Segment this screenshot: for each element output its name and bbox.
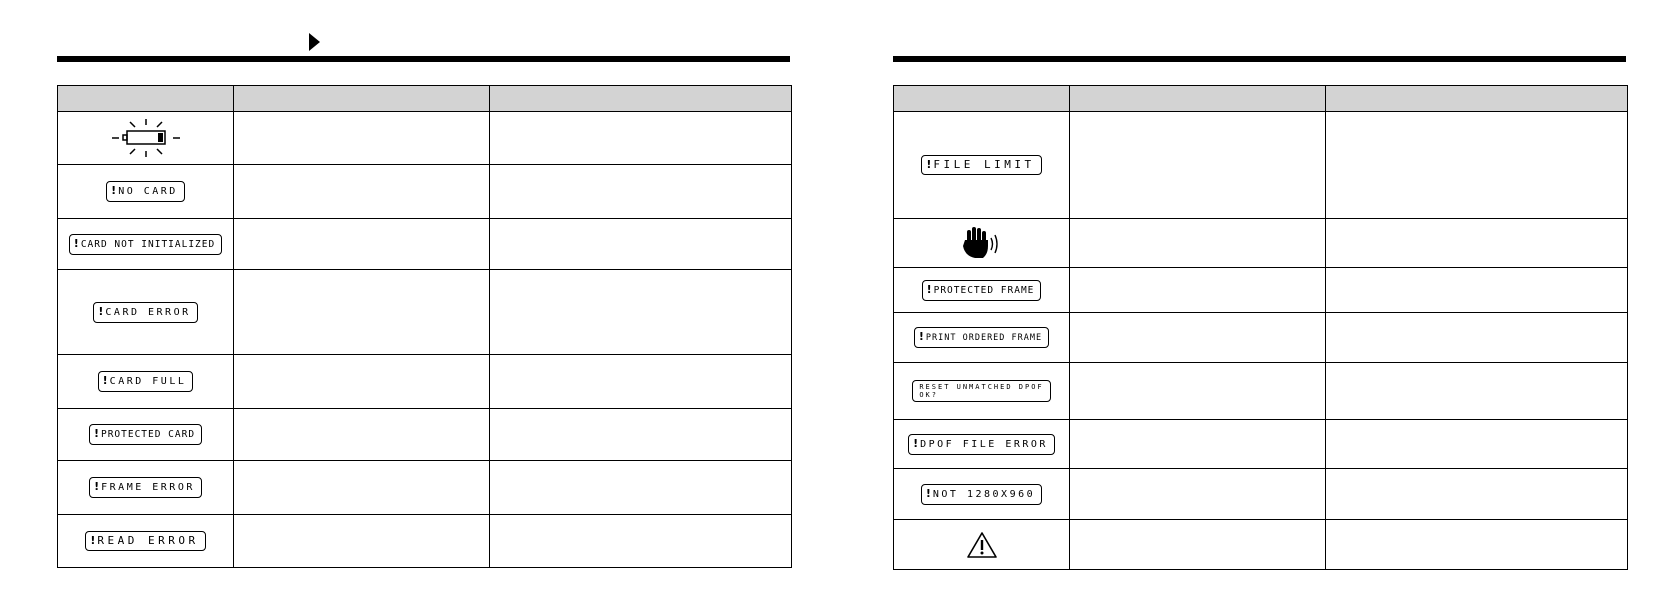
table-row: [58, 165, 792, 219]
header-cell: [894, 86, 1070, 112]
table-row: [894, 313, 1628, 363]
lcd-text: FRAME ERROR: [101, 482, 195, 493]
warning-mark-icon: !: [925, 486, 931, 500]
lcd-cell: [894, 469, 1070, 520]
lcd-text: CARD NOT INITIALIZED: [80, 238, 216, 250]
lcd-text: DPOF FILE ERROR: [920, 438, 1048, 450]
lcd-cell: [58, 461, 234, 515]
left-message-table: [57, 85, 792, 568]
header-cell: [58, 86, 234, 112]
lcd-message: [69, 234, 222, 255]
right-header-rule: [893, 56, 1626, 62]
warning-mark-icon: !: [98, 304, 104, 318]
lcd-text: CARD ERROR: [105, 306, 191, 318]
header-cell: [490, 86, 792, 112]
table-row: [58, 461, 792, 515]
warning-mark-icon: !: [73, 236, 79, 250]
header-cell: [234, 86, 490, 112]
right-message-table: [893, 85, 1628, 570]
warning-mark-icon: !: [913, 436, 919, 450]
table-row: [894, 363, 1628, 420]
warning-mark-icon: !: [93, 427, 99, 440]
lcd-cell: [58, 219, 234, 270]
warning-mark-icon: !: [90, 534, 96, 547]
lcd-cell: [58, 355, 234, 409]
lcd-text-line1: RESET UNMATCHED DPOF: [919, 383, 1044, 391]
lcd-cell: [894, 268, 1070, 313]
lcd-message: [93, 302, 197, 323]
header-cell: [1326, 86, 1628, 112]
lcd-message: [89, 424, 202, 445]
lcd-message: [921, 484, 1042, 505]
lcd-message: [912, 380, 1050, 402]
warning-mark-icon: !: [94, 480, 100, 493]
lcd-text: NO CARD: [118, 186, 178, 197]
lcd-cell: [58, 112, 234, 165]
lcd-cell: [894, 520, 1070, 570]
lcd-cell: [894, 420, 1070, 469]
table-row: [58, 112, 792, 165]
warning-mark-icon: !: [926, 282, 932, 296]
warning-mark-icon: !: [918, 330, 924, 343]
warning-mark-icon: !: [111, 184, 117, 197]
lcd-message: [106, 181, 185, 202]
lcd-message: [921, 155, 1041, 175]
table-header-row: [894, 86, 1628, 112]
lcd-text: PROTECTED FRAME: [933, 284, 1035, 296]
left-header-rule: [57, 56, 790, 62]
lcd-cell: [894, 363, 1070, 420]
table-row: [894, 520, 1628, 570]
lcd-text: FILE LIMIT: [933, 158, 1035, 171]
play-arrow-icon: [309, 33, 320, 51]
header-cell: [1070, 86, 1326, 112]
table-row: [894, 219, 1628, 268]
caution-triangle-icon: [966, 531, 998, 559]
lcd-message: [89, 477, 202, 498]
lcd-cell: [894, 219, 1070, 268]
lcd-text: CARD FULL: [109, 376, 187, 387]
table-row: [894, 469, 1628, 520]
warning-mark-icon: !: [926, 158, 932, 171]
lcd-cell: [58, 409, 234, 461]
lcd-cell: [58, 165, 234, 219]
lcd-message: [922, 280, 1042, 301]
camera-shake-hand-icon: [961, 226, 1003, 260]
table-row: [58, 409, 792, 461]
table-row: [894, 268, 1628, 313]
lcd-message: [908, 434, 1055, 455]
lcd-cell: [58, 270, 234, 355]
lcd-message: [914, 327, 1049, 348]
lcd-message: [85, 531, 205, 551]
lcd-text: PROTECTED CARD: [100, 429, 196, 440]
table-row: [894, 420, 1628, 469]
lcd-text: PRINT ORDERED FRAME: [925, 333, 1043, 343]
lcd-cell: [894, 313, 1070, 363]
lcd-cell: [894, 112, 1070, 219]
table-header-row: [58, 86, 792, 112]
lcd-text-line2: OK?: [919, 391, 938, 399]
table-row: [58, 219, 792, 270]
table-row: [894, 112, 1628, 219]
lcd-message: [98, 371, 194, 392]
warning-mark-icon: !: [102, 374, 108, 387]
lcd-text: READ ERROR: [97, 534, 199, 547]
lcd-text: NOT 1280X960: [932, 488, 1036, 500]
table-row: [58, 270, 792, 355]
table-row: [58, 355, 792, 409]
table-row: [58, 515, 792, 568]
blinking-battery-icon: [106, 116, 186, 160]
lcd-cell: [58, 515, 234, 568]
